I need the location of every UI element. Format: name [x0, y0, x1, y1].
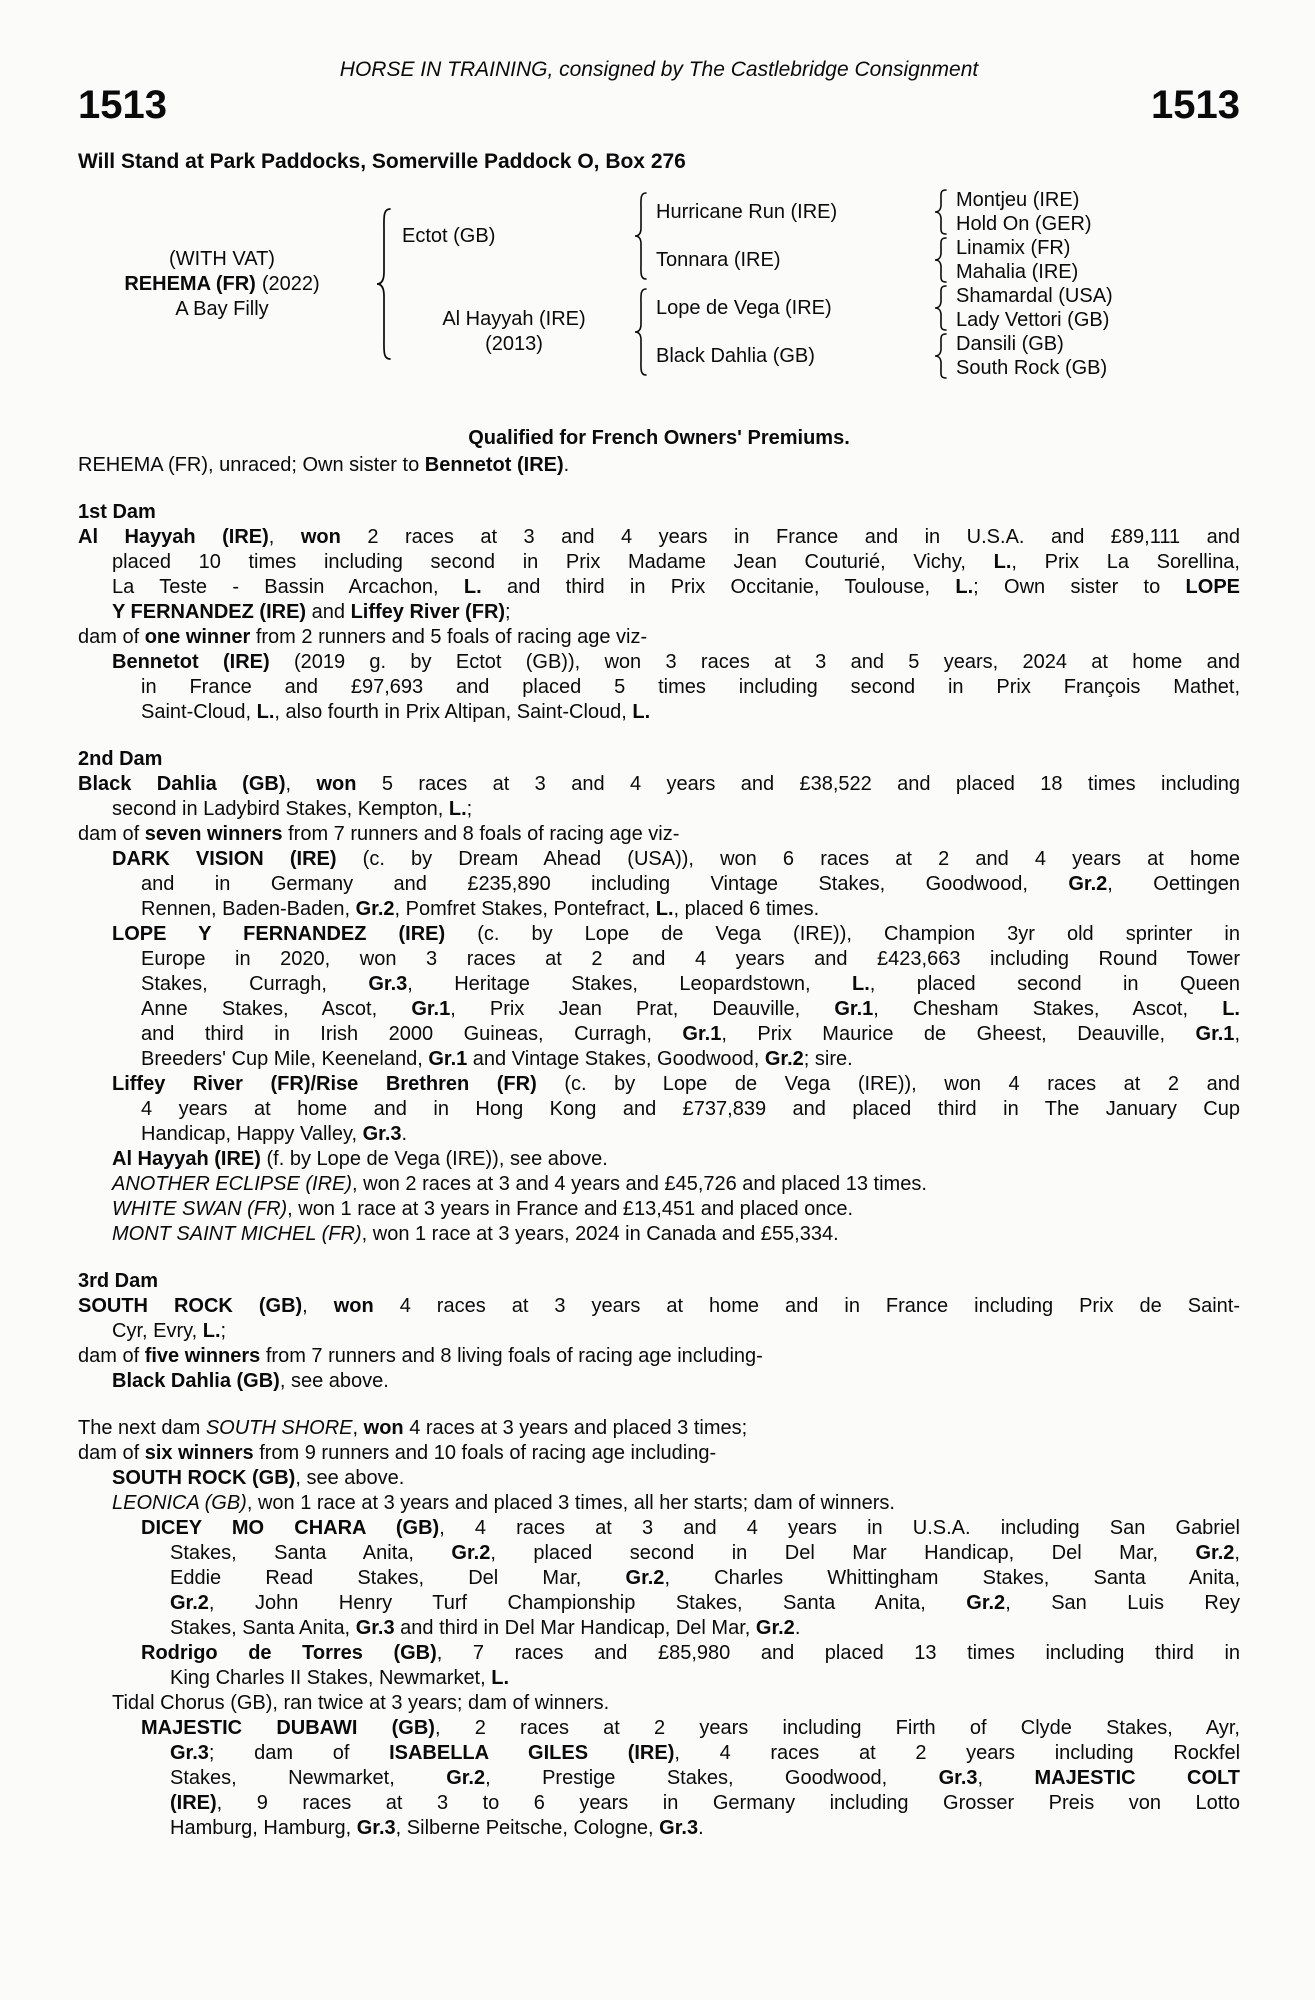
text-run: Black Dahlia (GB) [112, 1370, 280, 1392]
text-run: The next dam [78, 1417, 206, 1439]
text-run: Europe in 2020, won 3 races at 2 and 4 years and £423,663 including Round Tower [141, 948, 1240, 970]
text-run: L. [632, 701, 651, 723]
text-run: MAJESTIC COLT [1034, 1767, 1240, 1789]
text-run: LOPE Y FERNANDEZ (IRE) [112, 923, 446, 945]
text-line [141, 1022, 1240, 1047]
text-run: ; [466, 798, 473, 820]
text-line [141, 947, 1240, 972]
text-run: Gr.1 [411, 998, 451, 1020]
pedigree-sire-dam: Tonnara (IRE) [656, 248, 781, 271]
text-run: and third in Prix Occitanie, Toulouse, [481, 576, 956, 598]
text-run: Gr.2 [764, 1048, 804, 1070]
text-run: L. [955, 576, 974, 598]
dam2-paragraph-black-dahlia [78, 772, 1240, 822]
text-line [112, 922, 1240, 947]
text-run: DARK VISION (IRE) [112, 848, 337, 870]
next-dam-paragraph-south-shore [78, 1416, 1240, 1441]
brace-icon [634, 288, 648, 376]
text-line [112, 1147, 1240, 1172]
section-2nd-dam [78, 747, 1240, 1247]
text-run: Gr.3 [170, 1742, 209, 1764]
text-run: Gr.3 [362, 1123, 402, 1145]
text-run: and third in Irish 2000 Guineas, Curragh, [141, 1023, 683, 1045]
text-run: from 7 runners and 8 living foals of racing age including- [260, 1345, 763, 1367]
pedigree-subject [78, 188, 366, 380]
text-line [141, 872, 1240, 897]
text-run: , Prix Maurice de Gheest, Deauville, [721, 1023, 1196, 1045]
text-line [78, 1441, 1240, 1466]
text-line [112, 1369, 1240, 1394]
dam2-paragraph-al-hayyah [78, 1147, 1240, 1172]
vat-note: (WITH VAT) [169, 247, 275, 270]
text-run: Cyr, Evry, [112, 1320, 203, 1342]
text-run: 5 races at 3 and 4 years and £38,522 and placed 18 times including [356, 773, 1240, 795]
pedigree-tree [78, 188, 1240, 380]
text-run: , also fourth in Prix Altipan, Saint-Cloud, [274, 701, 633, 723]
text-run: L. [448, 798, 467, 820]
text-run: SOUTH ROCK (GB) [78, 1295, 303, 1317]
text-run: , [302, 1295, 334, 1317]
text-line [112, 1466, 1240, 1491]
text-run: L. [1222, 998, 1240, 1020]
text-run: , Charles Whittingham Stakes, Santa Anita, [664, 1567, 1240, 1589]
dam2-paragraph-another-eclipse [78, 1172, 1240, 1197]
next-dam-paragraph-tidal-chorus [78, 1691, 1240, 1716]
text-run: Gr.3 [938, 1767, 978, 1789]
dam3-heading: 3rd Dam [78, 1270, 159, 1292]
text-run: Liffey River (FR) [350, 601, 506, 623]
brace-icon [634, 192, 648, 280]
text-run: (f. by Lope de Vega (IRE)), see above. [260, 1148, 608, 1170]
text-run: L. [202, 1320, 221, 1342]
text-run: and [306, 601, 351, 623]
section-1st-dam [78, 500, 1240, 725]
text-line [112, 575, 1240, 600]
dam2-paragraph-white-swan [78, 1197, 1240, 1222]
text-line [141, 897, 1240, 922]
text-line [141, 972, 1240, 997]
text-run: (2019 g. by Ectot (GB)), won 3 races at 3 and 5 years, 2024 at home and [269, 651, 1240, 673]
pedigree-sire: Ectot (GB) [402, 224, 496, 247]
text-run: 4 years at home and in Hong Kong and £737,839 and placed third in The January Cup [141, 1098, 1240, 1120]
text-run: , San Luis Rey [1005, 1592, 1240, 1614]
text-run: SOUTH ROCK (GB) [112, 1467, 296, 1489]
text-line [141, 1641, 1240, 1666]
text-run: Gr.1 [834, 998, 874, 1020]
text-run: Gr.2 [966, 1592, 1006, 1614]
text-run: L. [463, 576, 482, 598]
text-line [78, 453, 1240, 478]
text-run: Eddie Read Stakes, Del Mar, [170, 1567, 626, 1589]
text-line [170, 1766, 1240, 1791]
text-run: L. [993, 551, 1012, 573]
text-run: , see above. [295, 1467, 405, 1489]
text-run: , 4 races at 2 years including Rockfel [674, 1742, 1241, 1764]
text-run: Tidal Chorus (GB), ran twice at 3 years; dam of winners. [112, 1692, 610, 1714]
dam2-heading: 2nd Dam [78, 748, 163, 770]
section-next-dam [78, 1416, 1240, 1841]
text-run: Al Hayyah (IRE) [112, 1148, 261, 1170]
text-run: Gr.2 [355, 898, 395, 920]
text-run: , 4 races at 3 and 4 years in U.S.A. including San Gabriel [439, 1517, 1240, 1539]
pedigree-dam [402, 284, 626, 380]
lot-number-left: 1513 [78, 83, 167, 127]
text-run: won [300, 526, 341, 548]
horse-description: A Bay Filly [175, 297, 269, 320]
text-run: Gr.2 [170, 1592, 209, 1614]
text-run: Liffey River (FR)/Rise Brethren (FR) [112, 1073, 537, 1095]
text-run: Saint-Cloud, [141, 701, 257, 723]
text-line [78, 772, 1240, 797]
text-run: five winners [144, 1345, 261, 1367]
text-run: , [268, 526, 301, 548]
pedigree-brace-gp4 [926, 332, 956, 380]
text-run: , [1234, 1542, 1240, 1564]
text-line [141, 1122, 1240, 1147]
text-run: Gr.2 [446, 1767, 486, 1789]
dam3-paragraph-black-dahlia [78, 1369, 1240, 1394]
text-run: Hamburg, Hamburg, [170, 1817, 357, 1839]
text-line [78, 1294, 1240, 1319]
text-run: , [977, 1767, 1035, 1789]
text-run: La Teste - Bassin Arcachon, [112, 576, 464, 598]
text-run: Gr.1 [428, 1048, 468, 1070]
dam2-paragraph-dark-vision [78, 847, 1240, 922]
text-line [170, 1741, 1240, 1766]
text-line [170, 1666, 1240, 1691]
text-run: Gr.2 [1195, 1542, 1235, 1564]
text-run: SOUTH SHORE [205, 1417, 353, 1439]
text-run: , won 1 race at 3 years and placed 3 times, all her starts; dam of winners. [246, 1492, 895, 1514]
text-line [112, 1072, 1240, 1097]
text-line [112, 1197, 1240, 1222]
text-run: , 2 races at 2 years including Firth of Clyde Stakes, Ayr, [434, 1717, 1240, 1739]
text-run: ; dam of [208, 1742, 390, 1764]
text-run: , placed second in Del Mar Handicap, Del Mar, [490, 1542, 1196, 1564]
text-run: WHITE SWAN (FR) [112, 1198, 288, 1220]
text-line [78, 625, 1240, 650]
pedigree-gg-2: Hold On (GER) [956, 213, 1092, 235]
text-run: and in Germany and £235,890 including Vintage Stakes, Goodwood, [141, 873, 1069, 895]
text-line [170, 1816, 1240, 1841]
pedigree-brace-gp3 [926, 284, 956, 332]
text-run: in France and £97,693 and placed 5 times including second in Prix François Mathet, [141, 676, 1240, 698]
text-run: Stakes, Curragh, [141, 973, 369, 995]
dam2-paragraph-lope-y-fernandez [78, 922, 1240, 1072]
text-run: , Prestige Stakes, Goodwood, [485, 1767, 939, 1789]
text-line [112, 847, 1240, 872]
pedigree-gg-6: Lady Vettori (GB) [956, 309, 1110, 331]
brace-icon [376, 208, 392, 360]
text-run: , Pomfret Stakes, Pontefract, [394, 898, 656, 920]
text-run: , Silberne Peitsche, Cologne, [395, 1817, 660, 1839]
text-run: 2 races at 3 and 4 years in France and in U.S.A. and £89,111 and [340, 526, 1240, 548]
text-run: DICEY MO CHARA (GB) [141, 1517, 440, 1539]
text-run: Gr.3 [659, 1817, 699, 1839]
text-run: . [563, 454, 570, 476]
text-line [78, 822, 1240, 847]
text-run: , placed second in Queen [869, 973, 1241, 995]
text-run: ; sire. [803, 1048, 853, 1070]
text-run: , 9 races at 3 to 6 years in Germany including Grosser Preis von Lotto [216, 1792, 1240, 1814]
text-run: won [333, 1295, 374, 1317]
stand-location-line: Will Stand at Park Paddocks, Somerville Paddock O, Box 276 [78, 150, 686, 173]
text-run: Gr.1 [1195, 1023, 1235, 1045]
dam-name: Al Hayyah (IRE) [442, 308, 586, 330]
text-run: REHEMA (FR), unraced; Own sister to [78, 454, 425, 476]
section-3rd-dam [78, 1269, 1240, 1394]
text-run: MAJESTIC DUBAWI (GB) [141, 1717, 435, 1739]
text-line [112, 1172, 1240, 1197]
text-line [141, 1047, 1240, 1072]
pedigree-brace-gp2 [926, 236, 956, 284]
dam1-paragraph-bennetot [78, 650, 1240, 725]
text-line [112, 650, 1240, 675]
own-sister-line [78, 453, 1240, 478]
dam1-paragraph-al-hayyah [78, 525, 1240, 625]
text-run: , Oettingen [1107, 873, 1241, 895]
text-run: and third in Del Mar Handicap, Del Mar, [394, 1617, 756, 1639]
text-run: Black Dahlia (GB) [78, 773, 286, 795]
text-run: , John Henry Turf Championship Stakes, Santa Anita, [208, 1592, 967, 1614]
text-run: , Chesham Stakes, Ascot, [873, 998, 1223, 1020]
text-run: ANOTHER ECLIPSE (IRE) [112, 1173, 353, 1195]
text-line [112, 600, 1240, 625]
dam2-paragraph-mont-saint-michel [78, 1222, 1240, 1247]
dam1-produce-summary [78, 625, 1240, 650]
text-run: Gr.3 [356, 1817, 396, 1839]
text-run: Bennetot (IRE) [424, 454, 564, 476]
text-run: dam of [78, 1345, 145, 1367]
text-run: dam of [78, 823, 145, 845]
text-run: Bennetot (IRE) [112, 651, 270, 673]
text-run: King Charles II Stakes, Newmarket, [170, 1667, 492, 1689]
next-dam-paragraph-majestic-dubawi [78, 1716, 1240, 1841]
horse-name: REHEMA (FR) [124, 272, 256, 295]
pedigree-gg-1: Montjeu (IRE) [956, 189, 1080, 211]
text-run: , see above. [279, 1370, 389, 1392]
text-run: dam of [78, 1442, 145, 1464]
text-run: ; Own sister to [973, 576, 1186, 598]
text-run: from 2 runners and 5 foals of racing age viz- [250, 626, 648, 648]
brace-icon [934, 237, 948, 283]
text-run: one winner [144, 626, 251, 648]
lot-number-row [78, 84, 1240, 126]
text-run: won [363, 1417, 404, 1439]
text-run: . [794, 1617, 801, 1639]
pedigree-dam-dam: Black Dahlia (GB) [656, 344, 815, 367]
text-run: Stakes, Santa Anita, [170, 1542, 452, 1564]
next-dam-produce-summary [78, 1441, 1240, 1466]
text-run: ; [220, 1320, 227, 1342]
text-run: ISABELLA GILES (IRE) [389, 1742, 675, 1764]
pedigree-brace-sire [626, 188, 656, 284]
pedigree-dam-sire: Lope de Vega (IRE) [656, 296, 832, 319]
text-run: , Prix La Sorellina, [1011, 551, 1240, 573]
text-run: Gr.3 [355, 1617, 395, 1639]
text-line [78, 1416, 1240, 1441]
text-run: (c. by Dream Ahead (USA)), won 6 races at 2 and 4 years at home [336, 848, 1241, 870]
text-line [141, 1097, 1240, 1122]
text-run: Gr.2 [1068, 873, 1108, 895]
text-line [141, 997, 1240, 1022]
text-run: , won 1 race at 3 years in France and £13,451 and placed once. [287, 1198, 854, 1220]
text-run: . [401, 1123, 408, 1145]
text-run: Handicap, Happy Valley, [141, 1123, 363, 1145]
text-run: LEONICA (GB) [112, 1492, 247, 1514]
text-line [78, 1344, 1240, 1369]
brace-icon [934, 333, 948, 379]
text-line [141, 675, 1240, 700]
text-run: , [352, 1417, 364, 1439]
text-line [170, 1791, 1240, 1816]
text-run: Stakes, Santa Anita, [170, 1617, 356, 1639]
text-run: (IRE) [170, 1792, 217, 1814]
brace-icon [934, 285, 948, 331]
lot-number-right: 1513 [1151, 83, 1240, 127]
next-dam-paragraph-rodrigo-de-torres [78, 1641, 1240, 1691]
pedigree-brace-gp1 [926, 188, 956, 236]
premium-qualification-line: Qualified for French Owners' Premiums. [468, 427, 850, 449]
text-run: won [316, 773, 357, 795]
dam-year: (2013) [485, 333, 543, 355]
text-run: , [285, 773, 317, 795]
text-run: placed 10 times including second in Prix Madame Jean Couturié, Vichy, [112, 551, 994, 573]
text-line [170, 1591, 1240, 1616]
text-line [141, 700, 1240, 725]
text-run: , Prix Jean Prat, Deauville, [450, 998, 835, 1020]
text-line [141, 1516, 1240, 1541]
text-run: Rennen, Baden-Baden, [141, 898, 356, 920]
pedigree-sire-sire: Hurricane Run (IRE) [656, 200, 838, 223]
pedigree-brace-main [366, 188, 402, 380]
next-dam-paragraph-south-rock [78, 1466, 1240, 1491]
text-run: , won 1 race at 3 years, 2024 in Canada and £55,334. [361, 1223, 839, 1245]
horse-year: (2022) [261, 272, 320, 295]
text-line [170, 1541, 1240, 1566]
consignor-line: HORSE IN TRAINING, consigned by The Castlebridge Consignment [339, 58, 979, 81]
text-run: (c. by Lope de Vega (IRE)), Champion 3yr old sprinter in [445, 923, 1241, 945]
text-run: Rodrigo de Torres (GB) [141, 1642, 437, 1664]
horse-name-line [124, 272, 319, 297]
pedigree-gg-4: Mahalia (IRE) [956, 261, 1079, 283]
text-line [112, 1491, 1240, 1516]
dam3-paragraph-south-rock [78, 1294, 1240, 1344]
text-line [112, 550, 1240, 575]
text-run: L. [256, 701, 275, 723]
pedigree-gg-8: South Rock (GB) [956, 357, 1108, 379]
text-run: from 7 runners and 8 foals of racing age viz- [282, 823, 680, 845]
text-run: and Vintage Stakes, Goodwood, [467, 1048, 765, 1070]
text-run: Gr.1 [682, 1023, 722, 1045]
text-run: six winners [144, 1442, 254, 1464]
pedigree-gg-5: Shamardal (USA) [956, 285, 1113, 307]
text-run: Gr.2 [755, 1617, 795, 1639]
text-run: Breeders' Cup Mile, Keeneland, [141, 1048, 429, 1070]
text-run: MONT SAINT MICHEL (FR) [112, 1223, 362, 1245]
text-run: second in Ladybird Stakes, Kempton, [112, 798, 449, 820]
text-run: . [698, 1817, 704, 1839]
dam2-paragraph-liffey-river [78, 1072, 1240, 1147]
text-run: ; [505, 601, 511, 623]
text-run: Gr.3 [368, 973, 408, 995]
dam2-produce-summary [78, 822, 1240, 847]
text-run: Al Hayyah (IRE) [78, 526, 269, 548]
brace-icon [934, 189, 948, 235]
text-run: (c. by Lope de Vega (IRE)), won 4 races at 2 and [536, 1073, 1240, 1095]
text-run: L. [491, 1667, 510, 1689]
text-line [112, 1319, 1240, 1344]
dam3-produce-summary [78, 1344, 1240, 1369]
next-dam-paragraph-leonica [78, 1491, 1240, 1516]
text-line [170, 1566, 1240, 1591]
text-line [78, 525, 1240, 550]
text-run: Anne Stakes, Ascot, [141, 998, 412, 1020]
pedigree-gg-7: Dansili (GB) [956, 333, 1064, 355]
text-run: 4 races at 3 years and placed 3 times; [403, 1417, 748, 1439]
text-run: Y FERNANDEZ (IRE) [112, 601, 307, 623]
text-run: seven winners [144, 823, 283, 845]
pedigree-gg-3: Linamix (FR) [956, 237, 1071, 259]
pedigree-brace-dam [626, 284, 656, 380]
text-run: , won 2 races at 3 and 4 years and £45,726 and placed 13 times. [352, 1173, 927, 1195]
text-run: Stakes, Newmarket, [170, 1767, 447, 1789]
text-run: L. [851, 973, 870, 995]
text-run: , placed 6 times. [673, 898, 820, 920]
text-line [112, 1691, 1240, 1716]
text-line [112, 797, 1240, 822]
text-run: L. [655, 898, 674, 920]
text-run: Gr.2 [451, 1542, 491, 1564]
text-run: LOPE [1185, 576, 1240, 598]
next-dam-paragraph-dicey-mo-chara [78, 1516, 1240, 1641]
text-line [112, 1222, 1240, 1247]
text-line [170, 1616, 1240, 1641]
text-run: 4 races at 3 years at home and in France including Prix de Saint- [373, 1295, 1240, 1317]
text-run: , Heritage Stakes, Leopardstown, [407, 973, 852, 995]
text-line [141, 1716, 1240, 1741]
text-run: , 7 races and £85,980 and placed 13 times including third in [436, 1642, 1241, 1664]
text-run: from 9 runners and 10 foals of racing age including- [253, 1442, 717, 1464]
text-run: Gr.2 [625, 1567, 665, 1589]
text-run: dam of [78, 626, 145, 648]
text-run: , [1234, 1023, 1240, 1045]
dam1-heading: 1st Dam [78, 501, 156, 523]
